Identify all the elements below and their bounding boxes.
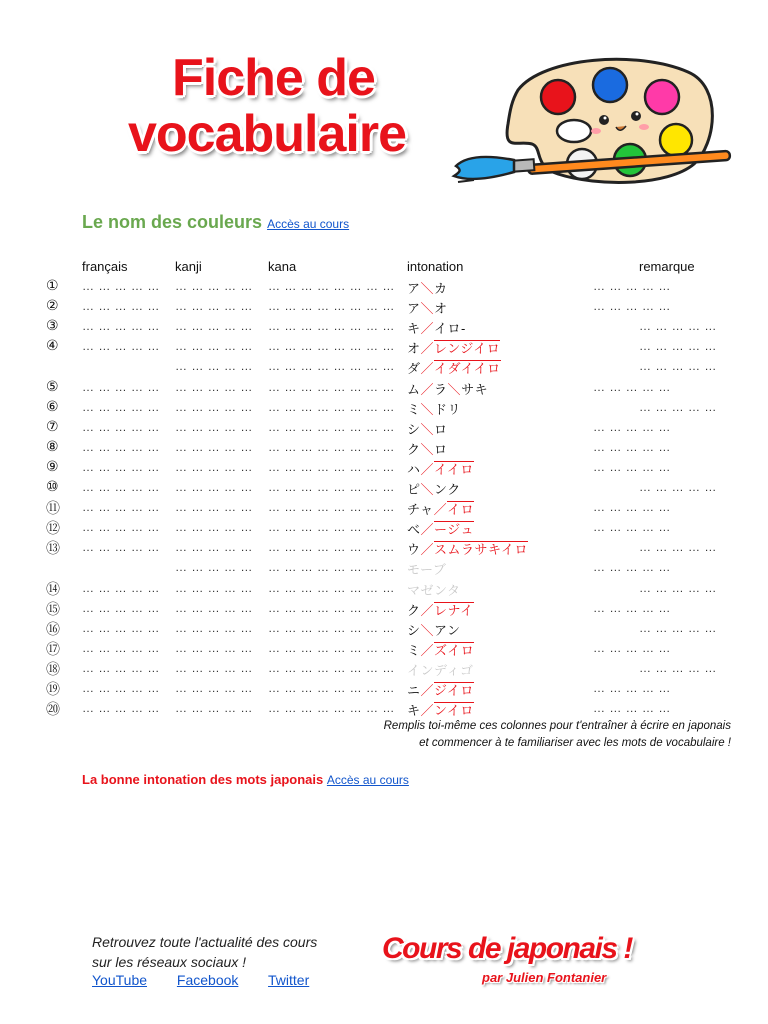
cell-francais: … … … … … [82, 379, 160, 394]
header-intonation: intonation [407, 259, 464, 274]
cell-intonation [407, 640, 474, 659]
kana-segment: レンジイロ [434, 341, 501, 357]
kana-segment: シ [407, 622, 421, 638]
kana-segment: ダ [407, 361, 421, 377]
table-row [0, 457, 768, 480]
kana-segment: ミ [407, 642, 421, 658]
cell-remarque: … … … … … [639, 399, 717, 414]
kana-segment: ア [407, 301, 421, 317]
cell-remarque: … … … … … [639, 319, 717, 334]
kana-segment: イロ [447, 502, 475, 518]
table-row [0, 520, 768, 540]
cell-kana: … … … … … … … … [268, 339, 395, 354]
row-number: ⑦ [46, 417, 60, 434]
cell-intonation [407, 600, 474, 619]
cell-francais: … … … … … [82, 640, 160, 655]
cell-remarque: … … … … … [593, 640, 671, 655]
cell-intonation [407, 559, 446, 578]
paint-palette-icon [448, 52, 738, 197]
note-line-2: et commencer à te familiariser avec les mots de vocabulaire ! [419, 737, 731, 749]
cell-francais: … … … … … [82, 419, 160, 434]
cell-kana: … … … … … … … … [268, 520, 395, 535]
course-logo: Cours de japonais ! [382, 932, 632, 965]
row-number: ⑭ [46, 580, 61, 597]
cell-remarque: … … … … … [593, 379, 671, 394]
cell-intonation [407, 620, 461, 639]
row-number: ⑩ [46, 478, 60, 494]
cell-kanji: … … … … … [175, 580, 253, 595]
cell-intonation [407, 680, 474, 699]
pitch-rise-mark: ／ [433, 502, 448, 518]
cell-intonation [407, 399, 461, 418]
course-access-link[interactable]: Accès au cours [267, 217, 350, 231]
cell-kanji: … … … … … [175, 701, 253, 716]
cell-kana: … … … … … … … … [268, 439, 395, 454]
table-row [0, 560, 768, 580]
kana-segment: ア [407, 281, 421, 296]
section-title-intonation [82, 772, 409, 787]
title-line-2: vocabulaire [128, 105, 407, 163]
section-title-text: Le nom des couleurs [82, 212, 263, 232]
table-row [0, 437, 768, 460]
kana-segment: インディゴ [407, 662, 474, 678]
cell-francais: … … … … … [82, 439, 160, 454]
kana-segment: カ [434, 281, 448, 296]
row-number: ⑪ [46, 500, 61, 517]
cell-remarque: … … … … … [639, 620, 717, 635]
kana-segment: ンク [434, 482, 461, 497]
kana-segment: ク [407, 602, 421, 618]
cell-kanji: … … … … … [175, 399, 253, 414]
kana-segment: サキ [461, 381, 489, 397]
pitch-fall-mark: ＼ [420, 421, 435, 437]
cell-intonation [407, 358, 501, 377]
row-number: ⑳ [46, 701, 61, 718]
pitch-fall-mark: ＼ [420, 482, 435, 497]
pitch-rise-mark: ／ [420, 321, 435, 337]
course-logo-author: par Julien Fontanier [482, 970, 607, 985]
section-title-colors [82, 212, 349, 233]
social-links [92, 972, 335, 988]
cell-intonation [407, 278, 448, 297]
kana-segment: シ [407, 421, 421, 437]
cell-intonation [407, 379, 488, 398]
cell-remarque: … … … … … [593, 500, 671, 515]
pitch-rise-mark: ／ [420, 522, 435, 538]
header-kanji: kanji [175, 259, 202, 274]
cell-kanji: … … … … … [175, 379, 253, 394]
cell-kanji: … … … … … [175, 359, 253, 374]
table-row [0, 397, 768, 420]
table-row [0, 359, 768, 379]
row-number: ⑱ [46, 660, 61, 677]
cell-francais: … … … … … [82, 459, 160, 474]
facebook-link[interactable]: Facebook [176, 972, 239, 988]
cell-intonation [407, 479, 461, 498]
row-number: ⑫ [46, 520, 61, 537]
kana-segment: レナイ [434, 602, 474, 618]
cell-remarque: … … … … … [593, 299, 671, 314]
cell-remarque: … … … … … [639, 480, 717, 494]
cell-kana: … … … … … … … … [268, 701, 395, 716]
kana-segment: ロ [434, 421, 448, 437]
cell-intonation [407, 660, 473, 679]
cell-remarque: … … … … … [639, 660, 717, 675]
cell-kana: … … … … … … … … [268, 580, 395, 595]
table-row [0, 339, 768, 359]
cell-intonation [407, 338, 500, 357]
cell-francais: … … … … … [82, 319, 160, 334]
cell-kana: … … … … … … … … [268, 359, 395, 374]
kana-segment: ロ [434, 441, 448, 457]
cell-kana: … … … … … … … … [268, 459, 395, 474]
cell-kana: … … … … … … … … [268, 419, 395, 434]
table-row [0, 500, 768, 520]
kana-segment: ミ [407, 401, 421, 417]
twitter-link[interactable]: Twitter [268, 972, 310, 988]
cell-francais: … … … … … [82, 299, 160, 314]
cell-kana: … … … … … … … … [268, 399, 395, 414]
cell-kanji: … … … … … [175, 600, 253, 615]
kana-segment: オ [434, 301, 448, 317]
kana-segment: イイロ [434, 461, 474, 477]
cell-kanji: … … … … … [175, 500, 253, 515]
kana-segment: モーブ [407, 562, 447, 578]
cell-kanji: … … … … … [175, 419, 253, 434]
cell-kanji: … … … … … [175, 459, 253, 474]
kana-segment: ジイロ [434, 683, 474, 698]
cell-kana: … … … … … … … … [268, 480, 395, 494]
row-number: ⑥ [46, 397, 60, 414]
table-row [0, 641, 768, 661]
kana-segment: マゼンタ [407, 582, 461, 598]
cell-kanji: … … … … … [175, 640, 253, 655]
kana-segment: ンイロ [434, 703, 474, 719]
table-row [0, 480, 768, 500]
cell-remarque: … … … … … [593, 419, 671, 434]
kana-segment: ラ [434, 381, 448, 397]
pitch-fall-mark: ＼ [420, 441, 435, 457]
cell-intonation [407, 318, 466, 337]
cell-intonation [407, 700, 474, 719]
pitch-rise-mark: ／ [420, 341, 435, 357]
table-row [0, 279, 768, 299]
youtube-link[interactable]: YouTube [92, 972, 148, 988]
cell-remarque: … … … … … [593, 439, 671, 454]
kana-segment: アン [434, 622, 461, 638]
kana-segment: キ [407, 321, 421, 337]
cell-francais: … … … … … [82, 540, 160, 555]
kana-segment: ピ [407, 482, 421, 497]
pitch-rise-mark: ／ [420, 461, 435, 477]
kana-segment: ズイロ [434, 642, 475, 658]
cell-francais: … … … … … [82, 600, 160, 615]
cell-kanji: … … … … … [175, 520, 253, 535]
pitch-fall-mark: ＼ [420, 622, 435, 638]
cell-intonation [407, 539, 528, 558]
table-row [0, 540, 768, 560]
cell-intonation [407, 459, 474, 478]
cell-kanji: … … … … … [175, 560, 253, 575]
row-number: ⑧ [46, 437, 60, 454]
table-row [0, 681, 768, 701]
row-number: ③ [46, 317, 60, 334]
cell-kana: … … … … … … … … [268, 279, 395, 293]
cell-kanji: … … … … … [175, 681, 253, 695]
cell-remarque: … … … … … [639, 580, 717, 595]
cell-kana: … … … … … … … … [268, 500, 395, 515]
row-number: ⑲ [46, 681, 61, 697]
kana-segment: ドリ [434, 401, 462, 417]
cell-intonation [407, 298, 448, 317]
cell-intonation [407, 439, 448, 458]
pitch-rise-mark: ／ [420, 542, 435, 558]
kana-segment: ク [407, 441, 421, 457]
cell-kana: … … … … … … … … [268, 299, 395, 314]
cell-intonation [407, 519, 474, 538]
row-number: ⑮ [46, 600, 61, 617]
cell-remarque: … … … … … [593, 701, 671, 716]
cell-kana: … … … … … … … … [268, 379, 395, 394]
cell-remarque: … … … … … [593, 560, 671, 575]
kana-segment: ージュ [434, 522, 475, 538]
cell-remarque: … … … … … [593, 279, 671, 293]
row-number: ⑤ [46, 377, 60, 394]
row-number: ④ [46, 337, 60, 354]
table-row [0, 621, 768, 641]
cell-remarque: … … … … … [639, 540, 717, 555]
cell-kana: … … … … … … … … [268, 620, 395, 635]
cell-kanji: … … … … … [175, 660, 253, 675]
kana-segment: キ [407, 703, 421, 719]
title-line-1: Fiche de [172, 49, 375, 107]
kana-segment: スムラサキイロ [434, 542, 529, 558]
social-line-1: Retrouvez toute l'actualité des cours [92, 934, 318, 950]
pitch-fall-mark: ＼ [420, 401, 435, 417]
cell-francais: … … … … … [82, 580, 160, 595]
cell-kana: … … … … … … … … [268, 319, 395, 334]
header-remarque: remarque [639, 259, 695, 274]
table-row [0, 377, 768, 400]
cell-remarque: … … … … … [593, 459, 671, 474]
cell-remarque: … … … … … [593, 681, 671, 695]
pitch-rise-mark: ／ [420, 361, 435, 377]
cell-kanji: … … … … … [175, 439, 253, 454]
cell-kanji: … … … … … [175, 279, 253, 293]
row-number: ⑯ [46, 620, 61, 637]
cell-kanji: … … … … … [175, 480, 253, 494]
section2-title-text: La bonne intonation des mots japonais [82, 772, 324, 787]
cell-remarque: … … … … … [593, 520, 671, 535]
pitch-rise-mark: ／ [420, 703, 435, 719]
cell-intonation [407, 499, 474, 518]
kana-segment: イロ- [434, 321, 466, 337]
kana-segment: ベ [407, 522, 421, 538]
row-number: ① [46, 277, 60, 293]
kana-segment: イダイイロ [434, 361, 501, 377]
kana-segment: ニ [407, 683, 421, 698]
cell-intonation [407, 419, 448, 438]
table-row [0, 581, 768, 601]
pitch-rise-mark: ／ [420, 683, 435, 698]
kana-segment: ハ [407, 461, 421, 477]
note-line-1: Remplis toi-même ces colonnes pour t'entraîner à écrire en japonais [383, 720, 731, 732]
row-number: ⑬ [46, 540, 61, 557]
cell-francais: … … … … … [82, 399, 160, 414]
cell-remarque: … … … … … [639, 359, 717, 374]
kana-segment: ウ [407, 542, 421, 558]
cell-francais: … … … … … [82, 660, 160, 675]
cell-kanji: … … … … … [175, 299, 253, 314]
table-row [0, 319, 768, 339]
cell-remarque: … … … … … [593, 600, 671, 615]
table-row [0, 417, 768, 440]
cell-kana: … … … … … … … … [268, 540, 395, 555]
cell-kanji: … … … … … [175, 620, 253, 635]
pitch-rise-mark: ／ [420, 381, 435, 397]
row-number: ⑨ [46, 457, 60, 474]
instruction-note [384, 718, 731, 752]
cell-francais: … … … … … [82, 701, 160, 716]
cell-francais: … … … … … [82, 339, 160, 354]
cell-francais: … … … … … [82, 279, 160, 293]
header-kana: kana [268, 259, 297, 274]
cell-intonation [407, 580, 460, 599]
cell-francais: … … … … … [82, 520, 160, 535]
pitch-rise-mark: ／ [420, 602, 435, 618]
cell-kanji: … … … … … [175, 319, 253, 334]
cell-remarque: … … … … … [639, 339, 717, 354]
course-access-link-2[interactable]: Accès au cours [326, 773, 409, 787]
pitch-fall-mark: ＼ [420, 281, 435, 296]
cell-kana: … … … … … … … … [268, 560, 395, 575]
pitch-rise-mark: ／ [420, 642, 435, 658]
pitch-fall-mark: ＼ [447, 381, 462, 397]
table-row [0, 661, 768, 681]
cell-kana: … … … … … … … … [268, 660, 395, 675]
cell-kana: … … … … … … … … [268, 640, 395, 655]
cell-francais: … … … … … [82, 480, 160, 494]
table-row [0, 601, 768, 621]
cell-francais: … … … … … [82, 681, 160, 695]
social-text [92, 932, 317, 972]
row-number: ② [46, 297, 60, 314]
table-row [0, 299, 768, 319]
cell-kana: … … … … … … … … [268, 600, 395, 615]
cell-francais: … … … … … [82, 620, 160, 635]
cell-kanji: … … … … … [175, 339, 253, 354]
kana-segment: ム [407, 381, 421, 397]
kana-segment: オ [407, 341, 421, 357]
social-line-2: sur les réseaux sociaux ! [92, 954, 247, 970]
cell-kanji: … … … … … [175, 540, 253, 555]
cell-francais: … … … … … [82, 500, 160, 515]
row-number: ⑰ [46, 640, 61, 657]
kana-segment: チャ [407, 502, 434, 518]
header-francais: français [82, 259, 128, 274]
pitch-fall-mark: ＼ [420, 301, 435, 317]
cell-kana: … … … … … … … … [268, 681, 395, 695]
